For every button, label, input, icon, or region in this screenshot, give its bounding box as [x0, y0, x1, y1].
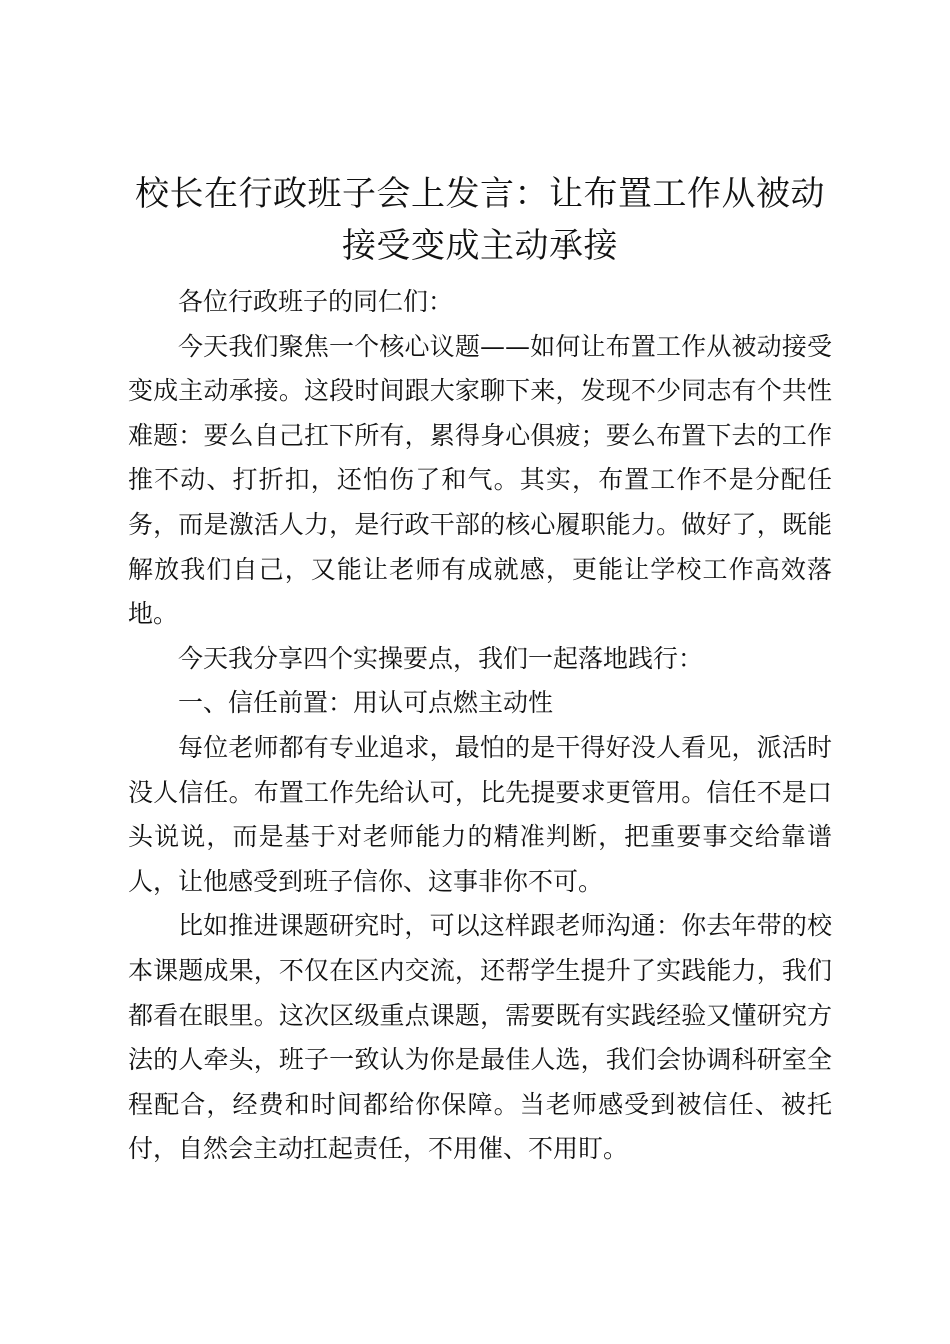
- salutation: 各位行政班子的同仁们：: [178, 287, 454, 316]
- intro-paragraph: 今天我们聚焦一个核心议题——如何让布置工作从被动接受变成主动承接。这段时间跟大家聊下来，发现不少同志有个共性难题：要么自己扛下所有，累得身心俱疲；要么布置下去的工作推不动、打折扣，还怕伤了和气。其实，布置工作不是分配任务，而是激活人力，是行政干部的核心履职能力。做好了，既能解放我们自己，又能让老师有成就感，更能让学校工作高效落地。: [128, 331, 832, 629]
- example-paragraph: 比如推进课题研究时，可以这样跟老师沟通：你去年带的校本课题成果，不仅在区内交流，还帮学生提升了实践能力，我们都看在眼里。这次区级重点课题，需要既有实践经验又懂研究方法的人牵头，班子一致认为你是最佳人选，我们会协调科研室全程配合，经费和时间都给你保障。当老师感受到被信任、被托付，自然会主动扛起责任，不用催、不用盯。: [128, 911, 832, 1164]
- transition-paragraph: 今天我分享四个实操要点，我们一起落地践行：: [178, 643, 704, 673]
- document-title: 校长在行政班子会上发言：让布置工作从被动接受变成主动承接: [135, 174, 825, 266]
- body-paragraph: 每位老师都有专业追求，最怕的是干得好没人看见，派活时没人信任。布置工作先给认可，比先提要求更管用。信任不是口头说说，而是基于对老师能力的精准判断，把重要事交给靠谱人，让他感受到班子信你、这事非你不可。: [128, 732, 832, 896]
- document-body: [128, 168, 832, 1172]
- section-heading-1: 一、信任前置：用认可点燃主动性: [178, 688, 554, 718]
